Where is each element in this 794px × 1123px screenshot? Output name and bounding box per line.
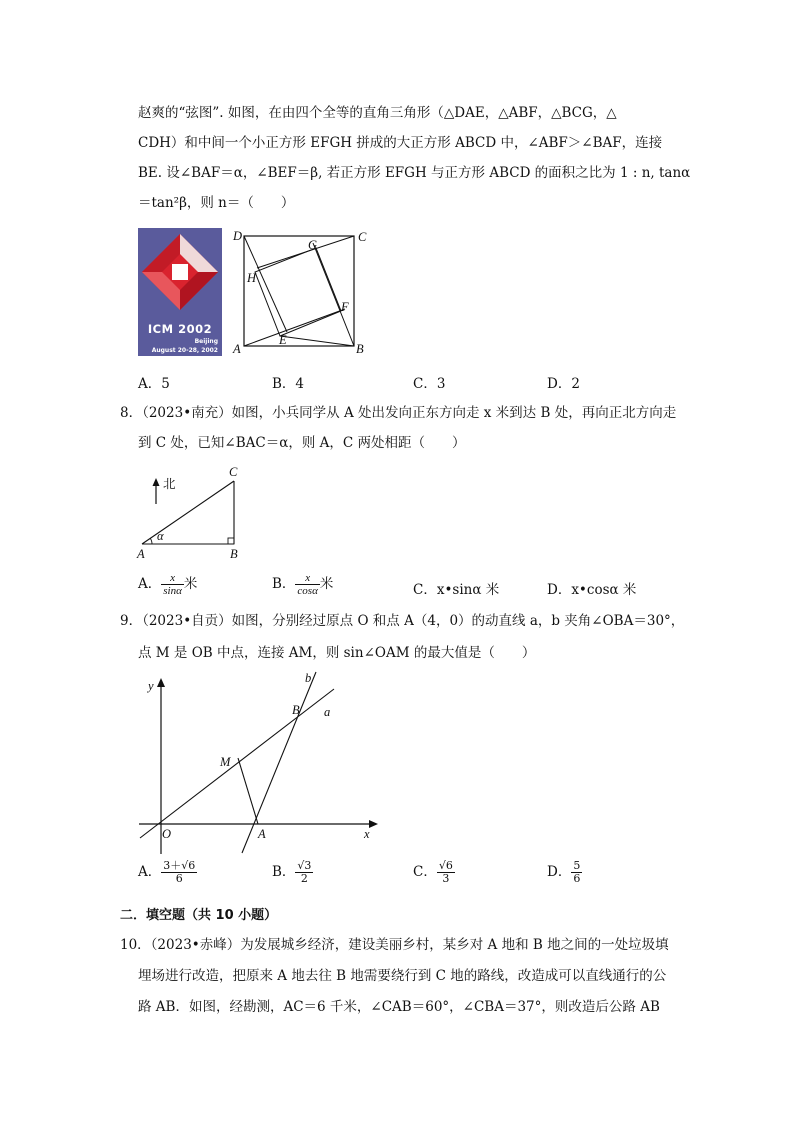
label-f: F	[341, 300, 349, 314]
segment-be	[280, 336, 354, 346]
q7-line2: CDH）和中间一个小正方形 EFGH 拼成的大正方形 ABCD 中，∠ABF＞∠BAF，连接	[138, 135, 663, 151]
q8-line2: 到 C 处，已知∠BAC＝α，则 A，C 两处相距（ ）	[138, 435, 466, 451]
label-b: B	[292, 703, 300, 717]
segment-af	[244, 309, 345, 346]
label-d: D	[233, 229, 243, 243]
x-axis-arrow-icon	[369, 820, 378, 828]
q9-line1: 9．（2023•自贡）如图，分别经过原点 O 和点 A（4，0）的动直线 a，b 夹角∠OBA＝30°，	[120, 613, 685, 629]
poster-title: ICM 2002	[147, 322, 213, 336]
label-o: O	[162, 827, 172, 841]
label-b: B	[230, 547, 238, 561]
square-efgh	[255, 248, 341, 336]
q7-option-b[interactable]: B．4	[272, 376, 305, 392]
label-a: A	[258, 827, 266, 841]
segment-am	[238, 758, 258, 824]
q7-line4: ＝tan²β，则 n＝（ ）	[138, 195, 295, 211]
right-angle-mark	[228, 538, 234, 544]
label-x: x	[364, 827, 370, 841]
q8-option-d[interactable]: D．x•cosα 米	[547, 582, 637, 598]
q7-option-a[interactable]: A．5	[138, 376, 170, 392]
q7-line3: BE. 设∠BAF＝α，∠BEF＝β, 若正方形 EFGH 与正方形 ABCD 的面积之比为 1 : n, tanα	[138, 165, 691, 181]
icm2002-poster-image	[138, 228, 222, 356]
q7-line1: 赵爽的“弦图”. 如图，在由四个全等的直角三角形（△DAE，△ABF，△BCG，△	[138, 105, 617, 121]
chord-diagram	[230, 226, 375, 358]
north-label: 北	[163, 477, 176, 491]
label-c: C	[229, 465, 238, 479]
label-m: M	[220, 755, 231, 769]
section-heading: 二．填空题（共 10 小题）	[120, 908, 278, 923]
q9-line2: 点 M 是 OB 中点，连接 AM，则 sin∠OAM 的最大值是（ ）	[138, 645, 536, 661]
square-abcd	[244, 236, 354, 346]
q9-option-c[interactable]: C． $\frac{√6}{3}$	[413, 859, 453, 885]
q10-line3: 路 AB．如图，经勘测，AC＝6 千米，∠CAB＝60°，∠CBA＝37°，则改造后公路 AB	[138, 999, 660, 1015]
label-h: H	[247, 271, 257, 285]
q9-option-d[interactable]: D． $\frac{5}{6}$	[547, 859, 581, 885]
q8-option-a[interactable]: A． $\frac{x}{\sin\alpha}$ 米	[138, 572, 198, 597]
label-a: A	[233, 342, 241, 356]
label-line-b: b	[305, 671, 312, 685]
poster-city: Beijing	[194, 338, 218, 345]
poster-date: August 20-28, 2002	[151, 347, 218, 354]
q10-line2: 埋场进行改造，把原来 A 地去往 B 地需要绕行到 C 地的路线，改造成可以直线通行的公	[138, 968, 667, 984]
q7-option-c[interactable]: C．3	[413, 376, 446, 392]
label-g: G	[308, 238, 318, 252]
q10-line1: 10．（2023•赤峰）为发展城乡经济，建设美丽乡村，某乡对 A 地和 B 地之间的一处垃圾填	[120, 937, 669, 953]
label-a: A	[137, 547, 145, 561]
north-arrow-icon	[153, 478, 160, 486]
segment-bg	[313, 243, 354, 346]
label-alpha: α	[157, 529, 164, 543]
label-e: E	[279, 333, 287, 347]
q7-option-d[interactable]: D．2	[547, 376, 580, 392]
q9-option-b[interactable]: B． $\frac{√3}{2}$	[272, 859, 312, 885]
line-b	[242, 672, 316, 853]
q8-option-b[interactable]: B． $\frac{x}{\cos\alpha}$ 米	[272, 572, 334, 597]
q8-line1: 8．（2023•南充）如图，小兵同学从 A 处出发向正东方向走 x 米到达 B 处，再向正北方向走	[120, 405, 677, 421]
q9-option-a[interactable]: A． $\frac{3+√6}{6}$	[138, 859, 196, 885]
q8-option-c[interactable]: C．x•sinα 米	[413, 582, 500, 598]
q9-figure	[134, 668, 384, 860]
label-b: B	[356, 342, 364, 356]
label-line-a: a	[324, 705, 331, 719]
label-y: y	[148, 679, 154, 693]
line-a	[140, 689, 334, 838]
label-c: C	[358, 230, 367, 244]
q8-figure	[132, 462, 252, 564]
y-axis-arrow-icon	[157, 678, 165, 687]
